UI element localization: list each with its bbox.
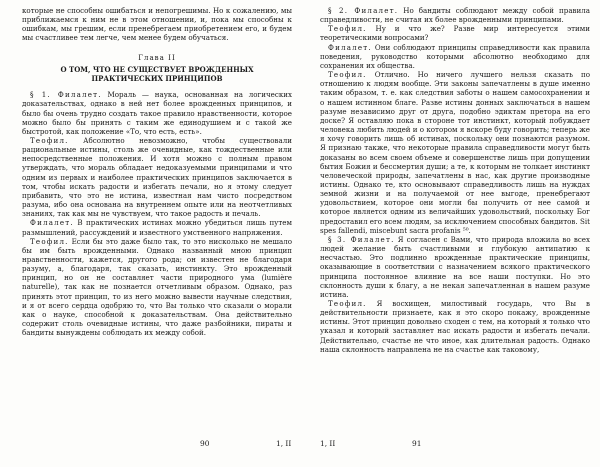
page-number: 91 xyxy=(412,439,422,448)
right-page xyxy=(320,6,590,354)
paragraph: Теофил. Ну и что же? Разве мир интересуется этими теоретическими вопросами? xyxy=(320,24,590,43)
paragraph: § 1. Филалет. Мораль — наука, основанная на логических доказательствах, однако в ней нет более врожденных принципов, и было бы очень трудно создать такое правило нравственности, которое можно было бы принять с таким же единодушием и с такой же быстротой, как положение «То, что есть, есть». xyxy=(22,90,292,136)
paragraph: которые не способны ошибаться и непогрешимы. Но к сожалению, мы приближаемся к ним не в этом отношении, и, пока мы способны к ошибкам, мы грешим, если пренебрегаем приобретением его, и будем мы счастливее тем легче, чем менее будем обучаться. xyxy=(22,6,292,43)
paragraph: Теофил. Отлично. Но ничего лучшего нельзя сказать по отношению к людям вообще. Эти законы запечатлены в душе именно таким образом, т. е. как следствия заботы о нашем самосохранении и о нашем истинном благе. Разве истины донных заключаться в нашем разуме независимо друг от друга, подобно эдиктам претора на его доске? Я оставляю пока в стороне тот инстинкт, который побуждает человека любить людей и о котором я вскоре буду говорить; теперь же я хочу говорить лишь об истинах, поскольку они познаются разумом. Я признаю также, что некоторые правила справедливости могут быть доказаны во всем своем объеме и совершенстве лишь при допущении бытия Божия и бессмертия души; а те, к которым не толкает инстинкт человеческой природы, запечатлены в нас, как другие производные истины. Однако те, кто основывают справедливость лишь на нуждах земной жизни и на получаемой от нее выгоде, пренебрегают удовольствием, которое они могли бы получить от нее самой и которое является одним из величайших удовольствий, поскольку Бог предоставил его всем людям, за исключением способных бандитов. Sit spes fallendi, miscebunt sacra profanis ⁵⁰. xyxy=(320,70,590,235)
chapter-label: Глава II xyxy=(138,52,176,62)
paragraph: Теофил. Я восхищен, милостивый государь, что Вы в действительности признаете, как я это скоро покажу, врожденные истины. Этот принцип довольно сходен с тем, на который я только что указал и который заставляет нас искать радости и избегать печали. Действительно, счастье не что иное, как длительная радость. Однако наша склонность направлена не на счастье как таковому, xyxy=(320,299,590,354)
signature-mark: 1, II xyxy=(320,439,336,448)
left-page xyxy=(22,6,292,337)
paragraph: Филалет. Они соблюдают принципы справедливости как правила поведения, руководство которыми абсолютно необходимо для сохранения их общества. xyxy=(320,42,590,70)
page-number: 90 xyxy=(200,439,210,448)
paragraph: Теофил. Если бы это даже было так, то это нисколько не мешало бы им быть врожденными. Однако названный мною принцип нравственности, кажется, другого рода; он известен не благодаря разуму, а, благодаря, так сказать, инстинкту. Это врожденный принцип, но он не составляет части природного ума (lumière naturelle), так как не познается отчетливым образом. Однако, раз принять этот принцип, то из него можно вывести научные следствия, и я от всего сердца одобряю то, что Вы только что сказали о морали как о науке, способной к доказательствам. Она действительно содержит столь очевидные истины, что даже разбойники, пираты и бандиты вынуждены соблюдать их между собой. xyxy=(22,236,292,338)
paragraph: § 3. Филалет. Я согласен с Вами, что природа вложила во всех людей желание быть счастливыми и глубокую антипатию к несчастью. Это подлинно врожденные практические принципы, оказывающие в соответствии с назначением всякого практического принципа постоянное влияние на все наши поступки. Но это склонность души к благу, а не некая запечатленная в нашем разуме истина. xyxy=(320,234,590,299)
chapter-title: О ТОМ, ЧТО НЕ СУЩЕСТВУЕТ ВРОЖДЕННЫХ ПРАКТИЧЕСКИХ ПРИНЦИПОВ xyxy=(60,64,254,83)
paragraph: § 2. Филалет. Но бандиты соблюдают между собой правила справедливости, не считая их более врожденными принципами. xyxy=(320,6,590,25)
paragraph: Теофил. Абсолютно невозможно, чтобы существовали рациональные истины, столь же очевидные, как тождественные или непосредственные положения. И хотя можно с полным правом утверждать, что мораль обладает недоказуемыми принципами и что одним из первых и наиболее практических принципов заключается в том, чтобы искать радости и избегать печали, но я этому следует прибавить, что это не истина, известная нам чисто посредством разума, ибо она основана на внутреннем опыте или на неотчетливых знаниях, так как мы не чувствуем, что такое радость и печаль. xyxy=(22,135,292,219)
paragraph: Филалет. В практических истинах можно убедиться лишь путем размышлений, рассуждений и известного умственного напряжения. xyxy=(22,218,292,237)
signature-mark: 1, II xyxy=(276,439,292,448)
